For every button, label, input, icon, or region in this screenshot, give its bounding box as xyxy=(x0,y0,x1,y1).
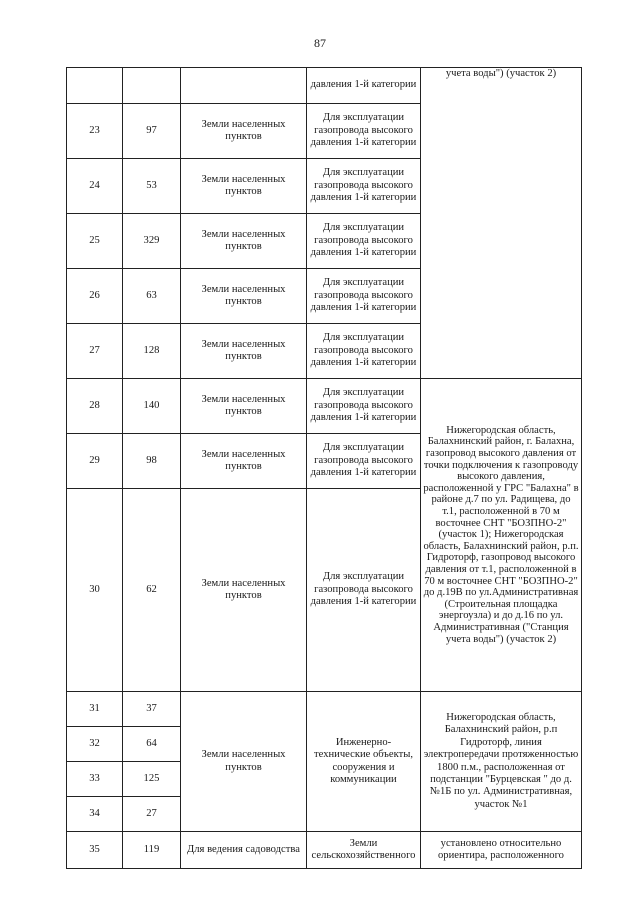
cell-purpose: Для эксплуатации газопровода высокого давления 1-й категории xyxy=(307,269,421,324)
cell-area: 128 xyxy=(123,324,181,379)
cell-num: 30 xyxy=(67,489,123,692)
cell-num: 27 xyxy=(67,324,123,379)
land-plots-table xyxy=(66,67,582,869)
cell-num: 35 xyxy=(67,832,123,869)
cell-category: Земли населенных пунктов xyxy=(181,324,307,379)
cell-area: 63 xyxy=(123,269,181,324)
cell-purpose: Земли сельскохозяйственного xyxy=(307,832,421,869)
cell-category xyxy=(181,68,307,104)
cell-purpose-merged: Инженерно-технические объекты, сооружения и коммуникации xyxy=(307,692,421,832)
cell-category: Земли населенных пунктов xyxy=(181,434,307,489)
cell-num: 23 xyxy=(67,104,123,159)
cell-area: 98 xyxy=(123,434,181,489)
cell-area: 119 xyxy=(123,832,181,869)
cell-location-merged: Нижегородская область, Балахнинский район, г. Балахна, газопровод высокого давления от точки подключения к газопроводу высокого давления, расположенной у ГРС "Балахна" в районе д.7 по ул. Радищева, до т.1, расположенной в 70 м восточнее СНТ "БОЗПНО-2" (участок 1); Нижегородская область, Балахнинский район, р.п. Гидроторф, газопровод высокого давления от т.1, расположенной в 70 м восточнее СНТ "БОЗПНО-2" до д.19В по ул.Административная (Строительная площадка энергоузла) и до д.16 по ул. Административная ("Станция учета воды") (участок 2) xyxy=(421,379,582,692)
cell-category: Земли населенных пунктов xyxy=(181,104,307,159)
cell-area: 97 xyxy=(123,104,181,159)
cell-area: 125 xyxy=(123,762,181,797)
cell-num: 29 xyxy=(67,434,123,489)
cell-num: 28 xyxy=(67,379,123,434)
cell-category: Земли населенных пунктов xyxy=(181,214,307,269)
cell-num xyxy=(67,68,123,104)
cell-num: 24 xyxy=(67,159,123,214)
cell-category: Земли населенных пунктов xyxy=(181,159,307,214)
cell-area: 53 xyxy=(123,159,181,214)
table-row-continuation xyxy=(67,68,582,104)
cell-area: 62 xyxy=(123,489,181,692)
cell-purpose: Для эксплуатации газопровода высокого давления 1-й категории xyxy=(307,324,421,379)
cell-category: Земли населенных пунктов xyxy=(181,379,307,434)
cell-category: Земли населенных пунктов xyxy=(181,489,307,692)
cell-area: 27 xyxy=(123,797,181,832)
cell-num: 31 xyxy=(67,692,123,727)
cell-location: установлено относительно ориентира, расположенного xyxy=(421,832,582,869)
cell-num: 34 xyxy=(67,797,123,832)
table-row xyxy=(67,832,582,869)
cell-category: Земли населенных пунктов xyxy=(181,269,307,324)
cell-num: 33 xyxy=(67,762,123,797)
cell-purpose: Для эксплуатации газопровода высокого давления 1-й категории xyxy=(307,489,421,692)
table-row xyxy=(67,692,582,727)
cell-num: 26 xyxy=(67,269,123,324)
page-number: 87 xyxy=(314,36,326,50)
cell-purpose: Для эксплуатации газопровода высокого давления 1-й категории xyxy=(307,159,421,214)
cell-area xyxy=(123,68,181,104)
cell-purpose: Для эксплуатации газопровода высокого давления 1-й категории xyxy=(307,379,421,434)
cell-area: 329 xyxy=(123,214,181,269)
cell-area: 64 xyxy=(123,727,181,762)
table-row xyxy=(67,379,582,434)
cell-category-merged: Земли населенных пунктов xyxy=(181,692,307,832)
cell-area: 37 xyxy=(123,692,181,727)
cell-category: Для ведения садоводства xyxy=(181,832,307,869)
cell-purpose: Для эксплуатации газопровода высокого давления 1-й категории xyxy=(307,214,421,269)
cell-num: 32 xyxy=(67,727,123,762)
cell-num: 25 xyxy=(67,214,123,269)
cell-purpose: Для эксплуатации газопровода высокого давления 1-й категории xyxy=(307,104,421,159)
cell-area: 140 xyxy=(123,379,181,434)
cell-location: учета воды") (участок 2) xyxy=(421,68,582,379)
cell-purpose: давления 1-й категории xyxy=(307,68,421,104)
cell-purpose: Для эксплуатации газопровода высокого давления 1-й категории xyxy=(307,434,421,489)
cell-location-merged: Нижегородская область, Балахнинский район, р.п Гидроторф, линия электропередачи протяженностью 1800 п.м., расположенная от подстанции "Бурцевская " до д. №1Б по ул. Административная, участок №1 xyxy=(421,692,582,832)
